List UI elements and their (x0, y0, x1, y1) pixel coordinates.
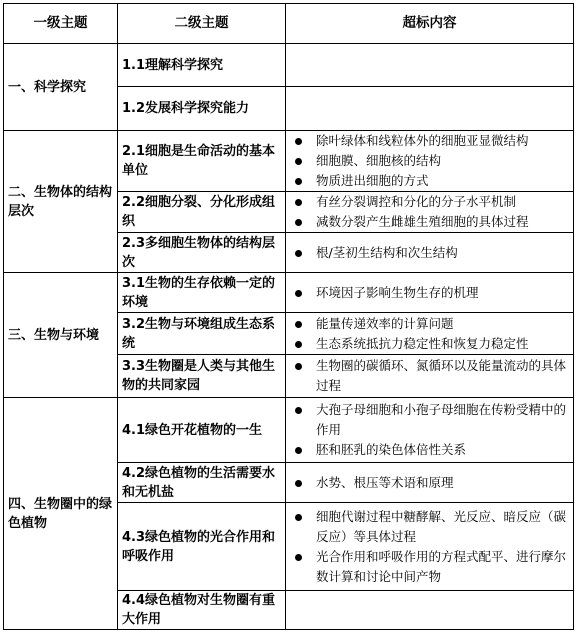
table-row (4, 44, 574, 87)
excess-content-cell (286, 503, 574, 591)
bullet-icon (295, 363, 302, 370)
level1-topic-cell: 三、生物与环境 (4, 273, 118, 398)
bullet-text: 生态系统抵抗力稳定性和恢复力稳定性 (316, 335, 529, 351)
level2-topic-cell: 4.4绿色植物对生物圈有重大作用 (118, 591, 286, 630)
level1-topic-cell: 一、科学探究 (4, 44, 118, 131)
level2-topic-cell: 3.1生物的生存依赖一定的环境 (118, 273, 286, 313)
excess-content-cell (286, 591, 574, 630)
level2-topic-cell: 4.1绿色开花植物的一生 (118, 398, 286, 463)
level2-topic-cell: 1.2发展科学探究能力 (118, 87, 286, 131)
excess-content-cell (286, 273, 574, 313)
bullet-icon (295, 138, 302, 145)
bullet-item (290, 473, 569, 493)
bullet-list (290, 400, 569, 460)
bullet-item (290, 151, 569, 171)
level2-topic-cell: 4.2绿色植物的生活需要水和无机盐 (118, 463, 286, 503)
bullet-text: 胚和胚乳的染色体倍性关系 (316, 442, 467, 457)
level2-topic-cell: 2.3多细胞生物体的结构层次 (118, 233, 286, 273)
bullet-text: 生物圈的碳循环、氮循环以及能量流动的具体过程 (316, 358, 567, 393)
excess-content-cell (286, 463, 574, 503)
bullet-item (290, 212, 569, 232)
level2-topic-cell: 4.3绿色植物的光合作用和呼吸作用 (118, 503, 286, 591)
bullet-text: 细胞代谢过程中糖酵解、光反应、暗反应（碳反应）等具体过程 (316, 508, 567, 544)
bullet-text: 细胞膜、细胞核的结构 (316, 153, 442, 168)
bullet-item (290, 283, 569, 303)
bullet-icon (295, 514, 302, 521)
bullet-item (290, 507, 569, 547)
bullet-item (290, 131, 569, 151)
bullet-item (290, 314, 569, 334)
header-level2-topic: 二级主题 (118, 4, 286, 44)
bullet-icon (295, 341, 302, 348)
bullet-item (290, 400, 569, 440)
bullet-text: 光合作用和呼吸作用的方程式配平、进行摩尔数计算和讨论中间产物 (316, 548, 567, 584)
bullet-text: 水势、根压等术语和原理 (316, 474, 454, 490)
excess-content-cell (286, 398, 574, 463)
bullet-item (290, 243, 569, 263)
bullet-list (290, 473, 569, 493)
bullet-icon (295, 158, 302, 165)
bullet-text: 有丝分裂调控和分化的分子水平机制 (316, 194, 517, 209)
excess-content-cell (286, 192, 574, 233)
bullet-item (290, 171, 569, 191)
table-row (4, 273, 574, 313)
bullet-icon (295, 290, 302, 297)
bullet-list (290, 243, 569, 263)
bullet-icon (295, 199, 302, 206)
bullet-icon (295, 554, 302, 561)
level2-topic-cell: 3.3生物圈是人类与其他生物的共同家园 (118, 355, 286, 398)
bullet-list (290, 507, 569, 587)
bullet-list (290, 283, 569, 303)
excess-content-cell (286, 233, 574, 273)
bullet-text: 能量传递效率的计算问题 (316, 315, 454, 331)
bullet-icon (295, 321, 302, 328)
bullet-icon (295, 407, 302, 414)
bullet-text: 物质进出细胞的方式 (316, 173, 429, 188)
bullet-list (290, 131, 569, 191)
level1-topic-cell: 二、生物体的结构层次 (4, 131, 118, 273)
header-level1-topic: 一级主题 (4, 4, 118, 44)
bullet-list (290, 192, 569, 232)
curriculum-table (3, 3, 574, 630)
bullet-list (290, 314, 569, 354)
bullet-text: 环境因子影响生物生存的机理 (316, 284, 479, 300)
excess-content-cell (286, 87, 574, 131)
excess-content-cell (286, 131, 574, 192)
bullet-icon (295, 447, 302, 454)
bullet-icon (295, 219, 302, 226)
bullet-icon (295, 480, 302, 487)
excess-content-cell (286, 44, 574, 87)
bullet-text: 根/茎初生结构和次生结构 (316, 244, 458, 260)
bullet-item (290, 334, 569, 354)
excess-content-cell (286, 355, 574, 398)
header-row (4, 4, 574, 44)
bullet-text: 除叶绿体和线粒体外的细胞亚显微结构 (316, 133, 529, 148)
header-excess-content: 超标内容 (286, 4, 574, 44)
table-body (4, 44, 574, 630)
bullet-icon (295, 178, 302, 185)
level2-topic-cell: 2.2细胞分裂、分化形成组织 (118, 192, 286, 233)
bullet-list (290, 356, 569, 396)
table-row (4, 131, 574, 192)
excess-content-cell (286, 313, 574, 355)
bullet-item (290, 440, 569, 460)
level2-topic-cell: 2.1细胞是生命活动的基本单位 (118, 131, 286, 192)
bullet-icon (295, 250, 302, 257)
bullet-text: 减数分裂产生雌雄生殖细胞的具体过程 (316, 214, 529, 229)
level2-topic-cell: 3.2生物与环境组成生态系统 (118, 313, 286, 355)
bullet-item (290, 192, 569, 212)
bullet-item (290, 547, 569, 587)
bullet-text: 大孢子母细胞和小孢子母细胞在传粉受精中的作用 (316, 402, 567, 437)
level2-topic-cell: 1.1理解科学探究 (118, 44, 286, 87)
table-row (4, 398, 574, 463)
level1-topic-cell: 四、生物圈中的绿色植物 (4, 398, 118, 630)
bullet-item (290, 356, 569, 396)
